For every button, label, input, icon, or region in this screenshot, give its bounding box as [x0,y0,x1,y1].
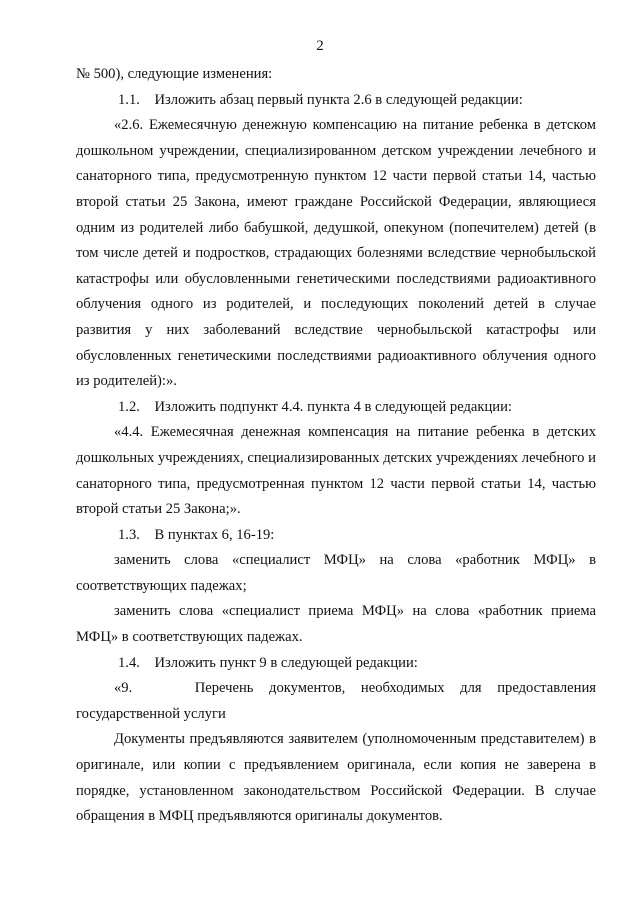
paragraph-item-1-1: 1.1. Изложить абзац первый пункта 2.6 в следующей редакции: [118,91,523,108]
paragraph-replace-intake-specialist: заменить слова «специалист приема МФЦ» на слова «работник приема МФЦ» в соответствующих падежах. [76,603,596,646]
page-number: 2 [316,38,324,54]
paragraph-quote-9-heading: «9. Перечень документов, необходимых для предоставления государственной услуги [76,680,596,722]
paragraph-replace-specialist: заменить слова «специалист МФЦ» на слова «работник МФЦ» в соответствующих падежах; [76,552,596,594]
paragraph-item-1-3: 1.3. В пунктах 6, 16-19: [118,526,275,543]
paragraph-quote-2-6: «2.6. Ежемесячную денежную компенсацию на питание ребенка в детском дошкольном учреждении, специализированном детском учреждении лечебного и санаторного типа, предусмотренную пунктом 12 части первой статьи 14, частью второй статьи 25 Закона, имеют граждане Российской Федерации, являющиеся одним из родителей либо бабушкой, дедушкой, опекуном (попечителем) детей (в том числе детей и подростков, страдающих болезнями вследствие чернобыльской катастрофы или обусловленными генетическими последствиями радиоактивного облучения одного из родителей, и последующих поколений детей в случае развития у них заболеваний вследствие чернобыльской катастрофы или обусловленных генетическими последствиями радиоактивного облучения одного из родителей):». [76,117,596,390]
paragraph-item-1-2: 1.2. Изложить подпункт 4.4. пункта 4 в следующей редакции: [118,398,512,415]
paragraph-item-1-4: 1.4. Изложить пункт 9 в следующей редакции: [118,654,418,671]
paragraph-quote-4-4: «4.4. Ежемесячная денежная компенсация на питание ребенка в детских дошкольных учреждениях, специализированных детских учреждениях лечебного и санаторного типа, предусмотренная пунктом 12 части первой статьи 14, частью второй статьи 25 Закона;». [76,424,596,518]
paragraph-documents: Документы предъявляются заявителем (уполномоченным представителем) в оригинале, или копии с предъявлением оригинала, если копия не заверена в порядке, установленном законодательством Российской Федерации. В случае обращения в МФЦ предъявляются оригиналы документов. [76,731,596,825]
paragraph-continuation: № 500), следующие изменения: [76,66,273,82]
document-body [76,62,596,830]
